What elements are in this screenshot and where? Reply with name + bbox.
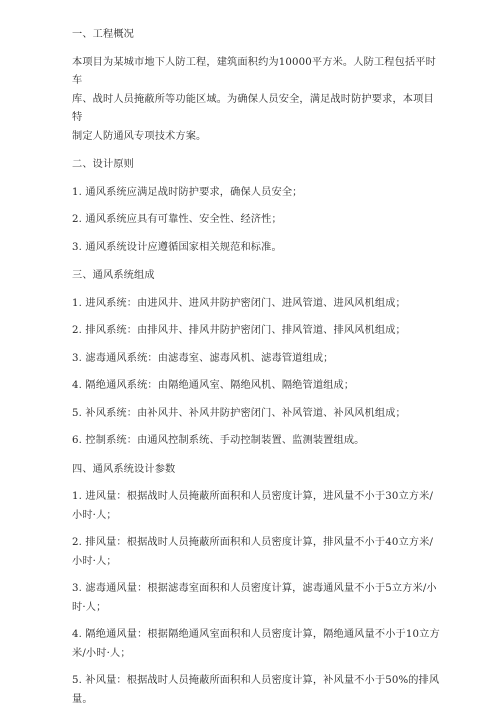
parameter-item-3-line-2: 时·人； (72, 599, 444, 618)
parameter-item-1-line-1: 1. 进风量：根据战时人员掩蔽所面积和人员密度计算，进风量不小于30立方米/ (72, 488, 444, 507)
overview-line-1: 本项目为某城市地下人防工程，建筑面积约为10000平方米。人防工程包括平时车 (72, 54, 444, 91)
composition-item-3: 3. 滤毒通风系统：由滤毒室、滤毒风机、滤毒管道组成； (72, 350, 444, 369)
parameter-item-2-line-2: 小时·人； (72, 553, 444, 572)
principle-item-2: 2. 通风系统应具有可靠性、安全性、经济性； (72, 211, 444, 230)
parameter-item-3-line-1: 3. 滤毒通风量：根据滤毒室面积和人员密度计算，滤毒通风量不小于5立方米/小 (72, 580, 444, 599)
section-heading-overview: 一、工程概况 (72, 26, 444, 45)
composition-item-2: 2. 排风系统：由排风井、排风井防护密闭门、排风管道、排风风机组成； (72, 322, 444, 341)
document-page (72, 26, 444, 709)
parameter-item-5-line-2: 量。 (72, 691, 444, 709)
section-heading-design-parameters: 四、通风系统设计参数 (72, 461, 444, 480)
principle-item-1: 1. 通风系统应满足战时防护要求，确保人员安全； (72, 184, 444, 203)
composition-item-6: 6. 控制系统：由通风控制系统、手动控制装置、监测装置组成。 (72, 432, 444, 451)
parameter-item-4-line-2: 米/小时·人； (72, 645, 444, 664)
principle-item-3: 3. 通风系统设计应遵循国家相关规范和标准。 (72, 239, 444, 258)
section-heading-design-principles: 二、设计原则 (72, 156, 444, 175)
section-heading-system-composition: 三、通风系统组成 (72, 267, 444, 286)
overview-line-2: 库、战时人员掩蔽所等功能区域。为确保人员安全，满足战时防护要求，本项目特 (72, 91, 444, 128)
parameter-item-2-line-1: 2. 排风量：根据战时人员掩蔽所面积和人员密度计算，排风量不小于40立方米/ (72, 534, 444, 553)
composition-item-1: 1. 进风系统：由进风井、进风井防护密闭门、进风管道、进风风机组成； (72, 295, 444, 314)
overview-line-3: 制定人防通风专项技术方案。 (72, 128, 444, 147)
composition-item-5: 5. 补风系统：由补风井、补风井防护密闭门、补风管道、补风风机组成； (72, 405, 444, 424)
parameter-item-1-line-2: 小时·人； (72, 507, 444, 526)
parameter-item-5-line-1: 5. 补风量：根据战时人员掩蔽所面积和人员密度计算，补风量不小于50%的排风 (72, 672, 444, 691)
composition-item-4: 4. 隔绝通风系统：由隔绝通风室、隔绝风机、隔绝管道组成； (72, 377, 444, 396)
parameter-item-4-line-1: 4. 隔绝通风量：根据隔绝通风室面积和人员密度计算，隔绝通风量不小于10立方 (72, 626, 444, 645)
